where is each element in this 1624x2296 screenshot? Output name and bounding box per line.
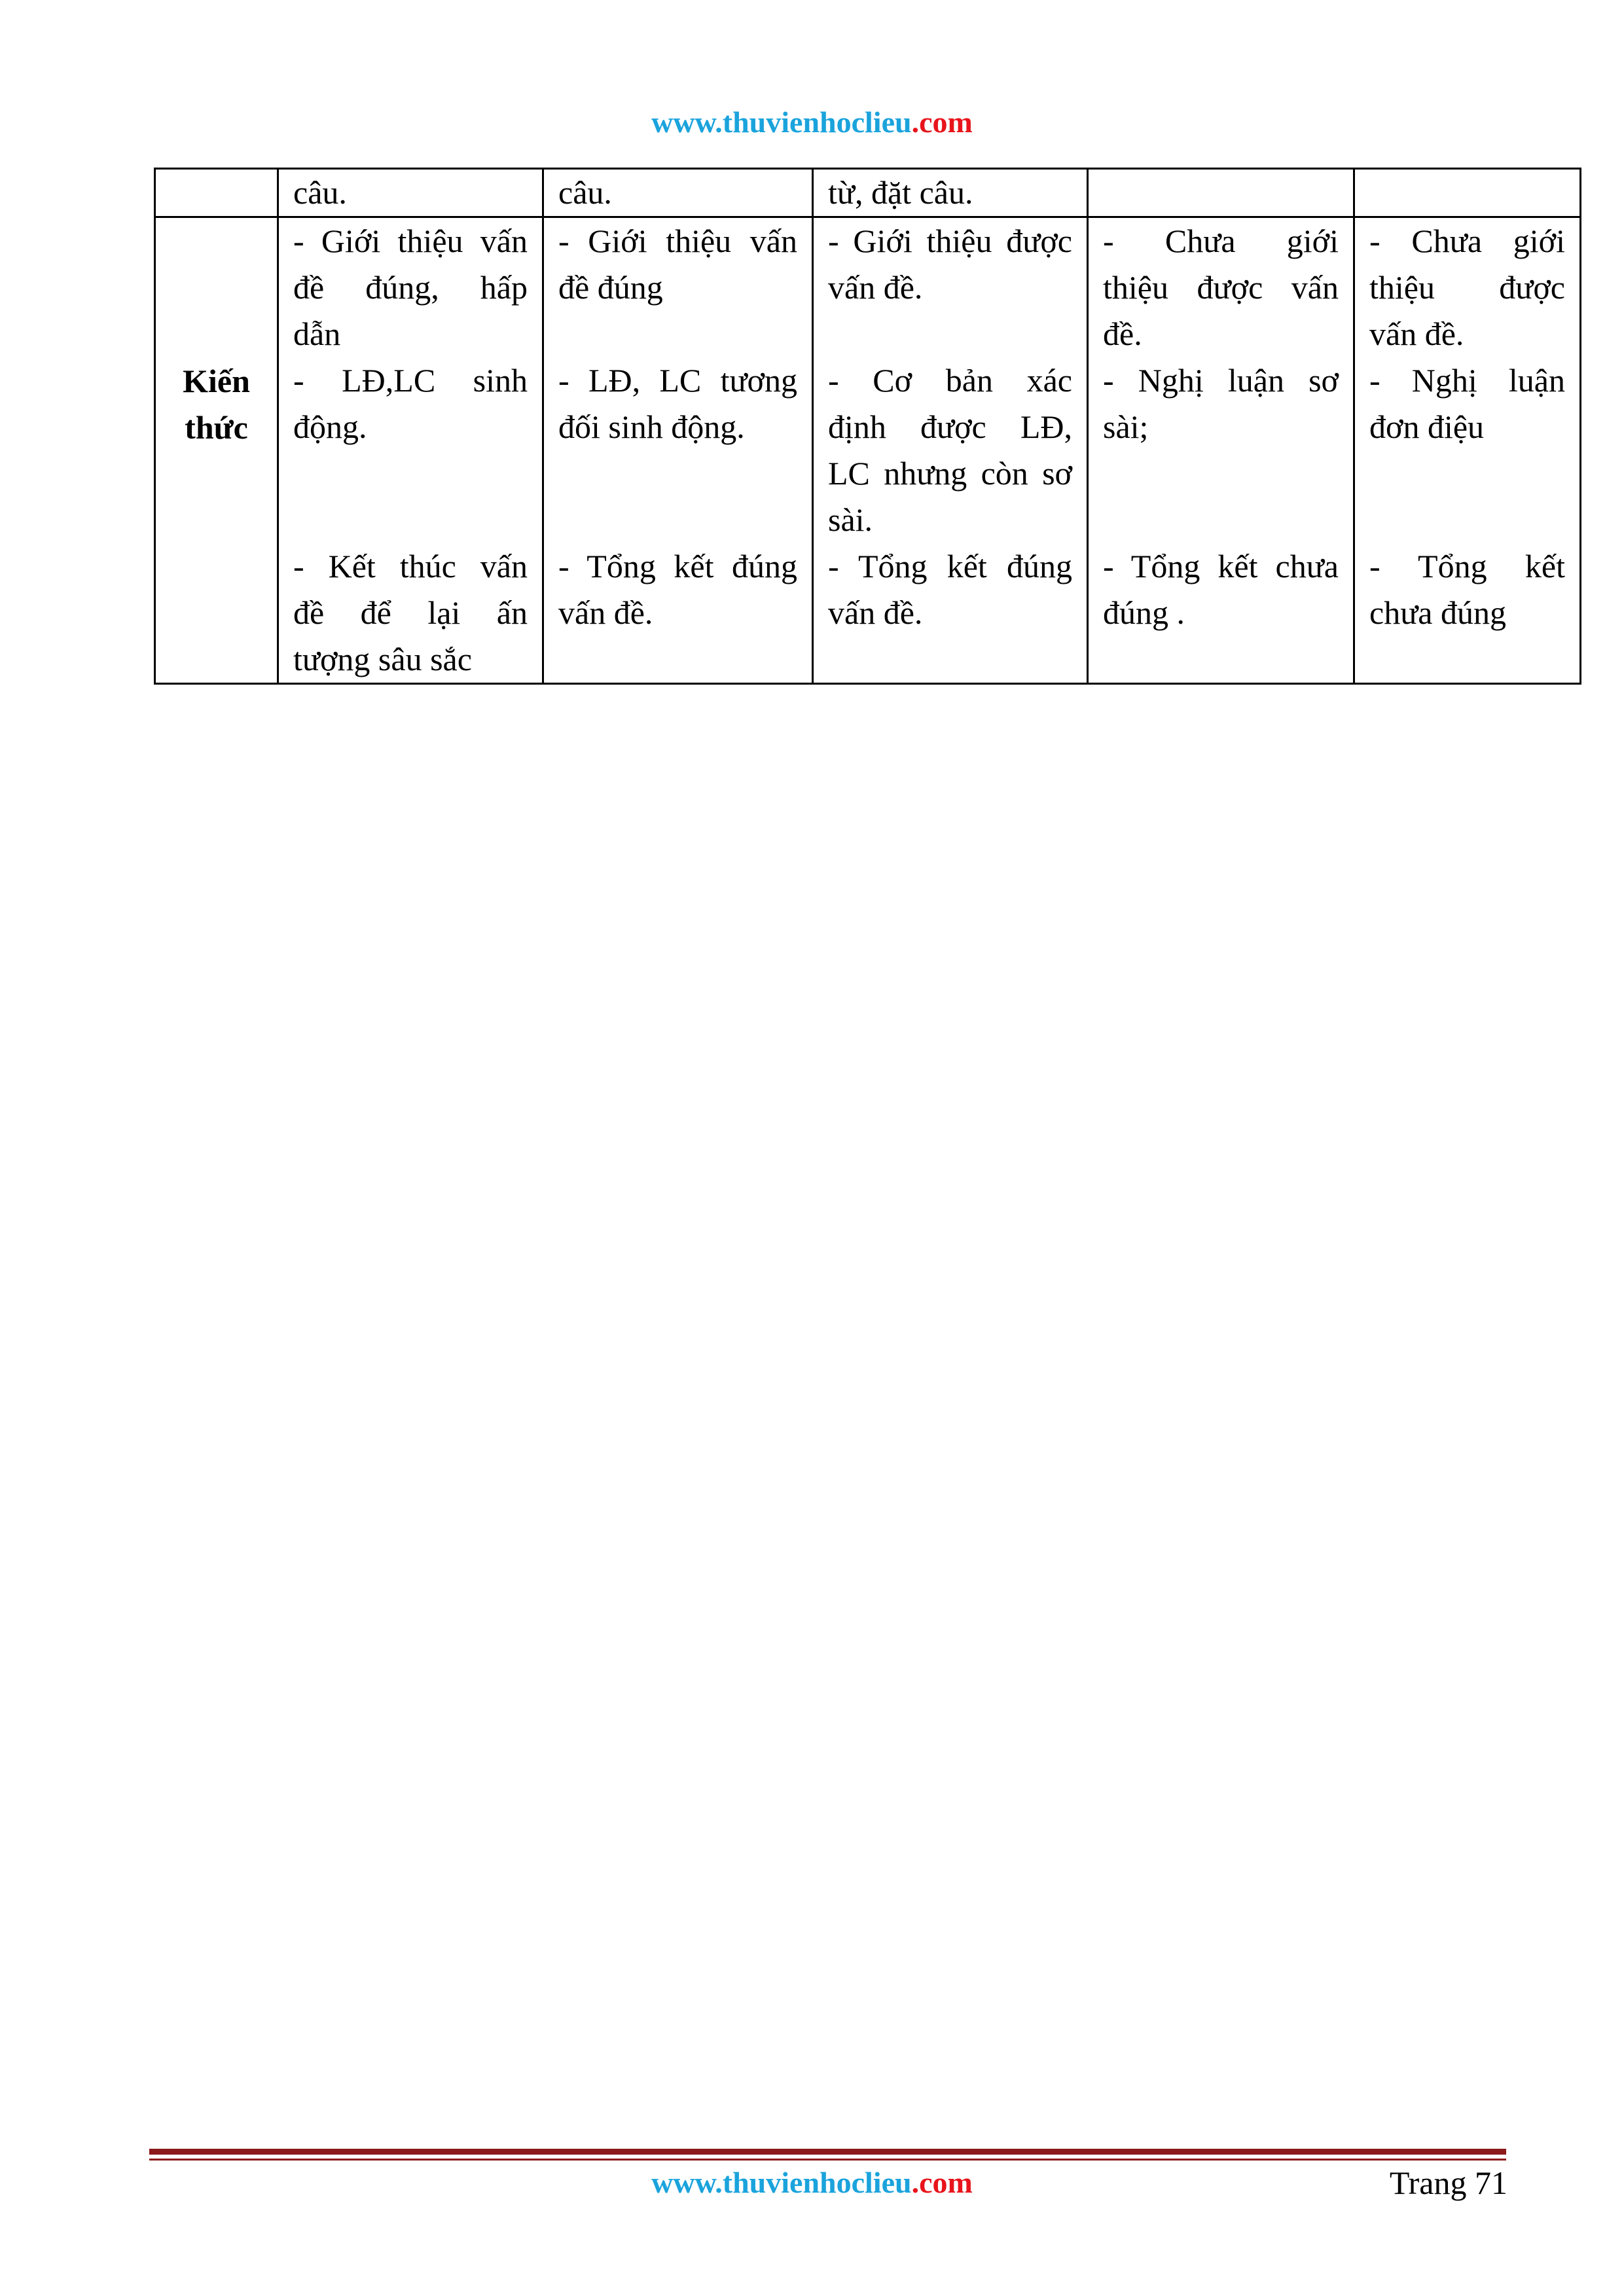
cell-line: - LĐ, LC tương — [558, 362, 797, 399]
page-number: Trang 71 — [1389, 2164, 1507, 2201]
footer-site-main: www.thuvienhoclieu — [651, 2166, 912, 2199]
cell-line: sài. — [828, 501, 873, 538]
table-cell — [1354, 169, 1581, 217]
header-site-tld: .com — [911, 105, 973, 139]
header-site-main: www.thuvienhoclieu — [651, 105, 912, 139]
cell-line: - LĐ,LC sinh — [293, 362, 528, 399]
table-cell: câu. — [543, 169, 813, 217]
cell-line: - Nghị luận — [1369, 362, 1565, 399]
cell-line: sài; — [1103, 408, 1149, 445]
cell-line: vấn đề. — [558, 594, 653, 631]
cell-line: chưa đúng — [1369, 594, 1506, 631]
row-label-knowledge — [155, 217, 278, 684]
table-cell-level-2 — [543, 217, 813, 684]
cell-line: - Tổng kết đúng — [828, 548, 1072, 584]
cell-line: - Giới thiệu được — [828, 223, 1072, 259]
cell-line: - Nghị luận sơ — [1103, 362, 1339, 399]
cell-line: định được LĐ, — [828, 408, 1072, 445]
cell-line: - Tổng kết đúng — [558, 548, 797, 584]
cell-line: - Chưa giới — [1103, 223, 1339, 259]
header-site-link[interactable] — [0, 105, 1624, 139]
cell-line: đề để lại ấn — [293, 594, 528, 631]
footer-site-link[interactable] — [0, 2165, 1624, 2200]
cell-line: đề đúng — [558, 269, 663, 306]
rubric-table — [154, 168, 1581, 685]
table-row-continuation — [155, 169, 1581, 217]
table-cell-level-5 — [1354, 217, 1581, 684]
cell-line: - Tổng kết chưa — [1103, 548, 1339, 584]
row-label-text: Kiến thức — [183, 363, 250, 446]
footer-rule-thin — [149, 2159, 1506, 2161]
footer-site-tld: .com — [911, 2166, 973, 2199]
cell-line: đối sinh động. — [558, 408, 745, 445]
table-cell-level-1 — [278, 217, 543, 684]
cell-line: - Giới thiệu vấn — [293, 223, 528, 259]
table-row-knowledge — [155, 217, 1581, 684]
table-cell-level-3 — [813, 217, 1088, 684]
cell-line: đơn điệu — [1369, 408, 1485, 445]
cell-line: vấn đề. — [828, 594, 923, 631]
cell-line: - Chưa giới — [1369, 223, 1565, 259]
cell-line: - Tổng kết — [1369, 548, 1565, 584]
table-cell: từ, đặt câu. — [813, 169, 1088, 217]
cell-line: đề đúng, hấp — [293, 269, 528, 306]
cell-line: động. — [293, 408, 367, 445]
cell-line: LC nhưng còn sơ — [828, 455, 1072, 492]
cell-line: thiệu được vấn — [1103, 269, 1339, 306]
cell-line: vấn đề. — [828, 269, 923, 306]
cell-line: - Giới thiệu vấn — [558, 223, 797, 259]
cell-line: dẫn — [293, 315, 341, 352]
table-cell — [155, 169, 278, 217]
cell-line: - Kết thúc vấn — [293, 548, 528, 584]
cell-line: tượng sâu sắc — [293, 641, 472, 677]
table-cell-level-4 — [1088, 217, 1354, 684]
footer-rule — [149, 2149, 1506, 2155]
cell-line: vấn đề. — [1369, 315, 1464, 352]
cell-line: - Cơ bản xác — [828, 362, 1072, 399]
table-cell: câu. — [278, 169, 543, 217]
table-cell — [1088, 169, 1354, 217]
cell-line: đúng . — [1103, 594, 1185, 631]
cell-line: thiệu được — [1369, 269, 1565, 306]
cell-line: đề. — [1103, 315, 1142, 352]
